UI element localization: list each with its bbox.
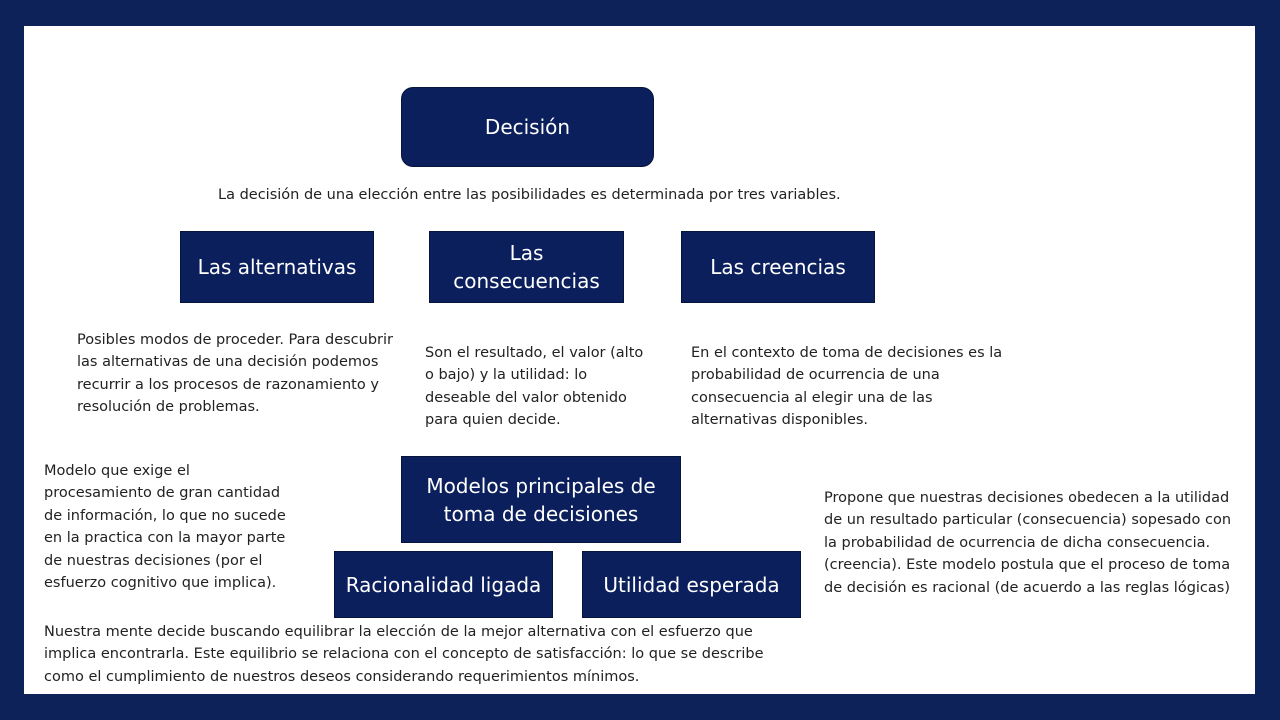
racionalidad-ligada-description: Modelo que exige el procesamiento de gran cantidad de información, lo que no sucede en la practica con la mayor parte de nuestras decisiones (por el esfuerzo cognitivo que implica). [44,463,286,592]
alternativas-description: Posibles modos de proceder. Para descubrir las alternativas de una decisión podemos recurrir a los procesos de razonamiento y resolución de problemas. [77,332,393,416]
node-creencias-label: Las creencias [710,255,846,279]
node-creencias [681,231,875,303]
node-alternativas [180,231,374,303]
node-modelos-label: Modelos principales de toma de decisiones [426,473,656,526]
node-utilidad-esperada-label: Utilidad esperada [603,572,780,597]
consecuencias-description: Son el resultado, el valor (alto o bajo) y la utilidad: lo deseable del valor obtenido para quien decide. [425,345,644,429]
node-decision [401,87,654,167]
utilidad-esperada-description: Propone que nuestras decisiones obedecen a la utilidad de un resultado particular (consecuencia) sopesado con la probabilidad de ocurrencia de dicha consecuencia. (creencia). Este modelo postula que el proceso de toma de decisión es racional (de acuerdo a las reglas lógicas) [824,490,1232,596]
node-racionalidad-ligada-label: Racionalidad ligada [345,572,542,597]
footer-text: Nuestra mente decide buscando equilibrar la elección de la mejor alternativa con el esfuerzo que implica encontrarla. Este equilibrio se relaciona con el concepto de satisfacción: lo que se describe como el cumplimiento de nuestros deseos considerando requerimientos mínimos. [44,624,764,685]
node-consecuencias-label: Las consecuencias [453,241,600,293]
node-consecuencias [429,231,624,303]
node-decision-label: Decisión [484,115,571,139]
node-modelos [401,456,681,543]
root-caption: La decisión de una elección entre las posibilidades es determinada por tres variables. [218,187,841,203]
node-utilidad-esperada [582,551,801,618]
node-alternativas-label: Las alternativas [197,255,357,279]
creencias-description: En el contexto de toma de decisiones es la probabilidad de ocurrencia de una consecuencia al elegir una de las alternativas disponibles. [691,345,1003,429]
node-racionalidad-ligada [334,551,553,618]
